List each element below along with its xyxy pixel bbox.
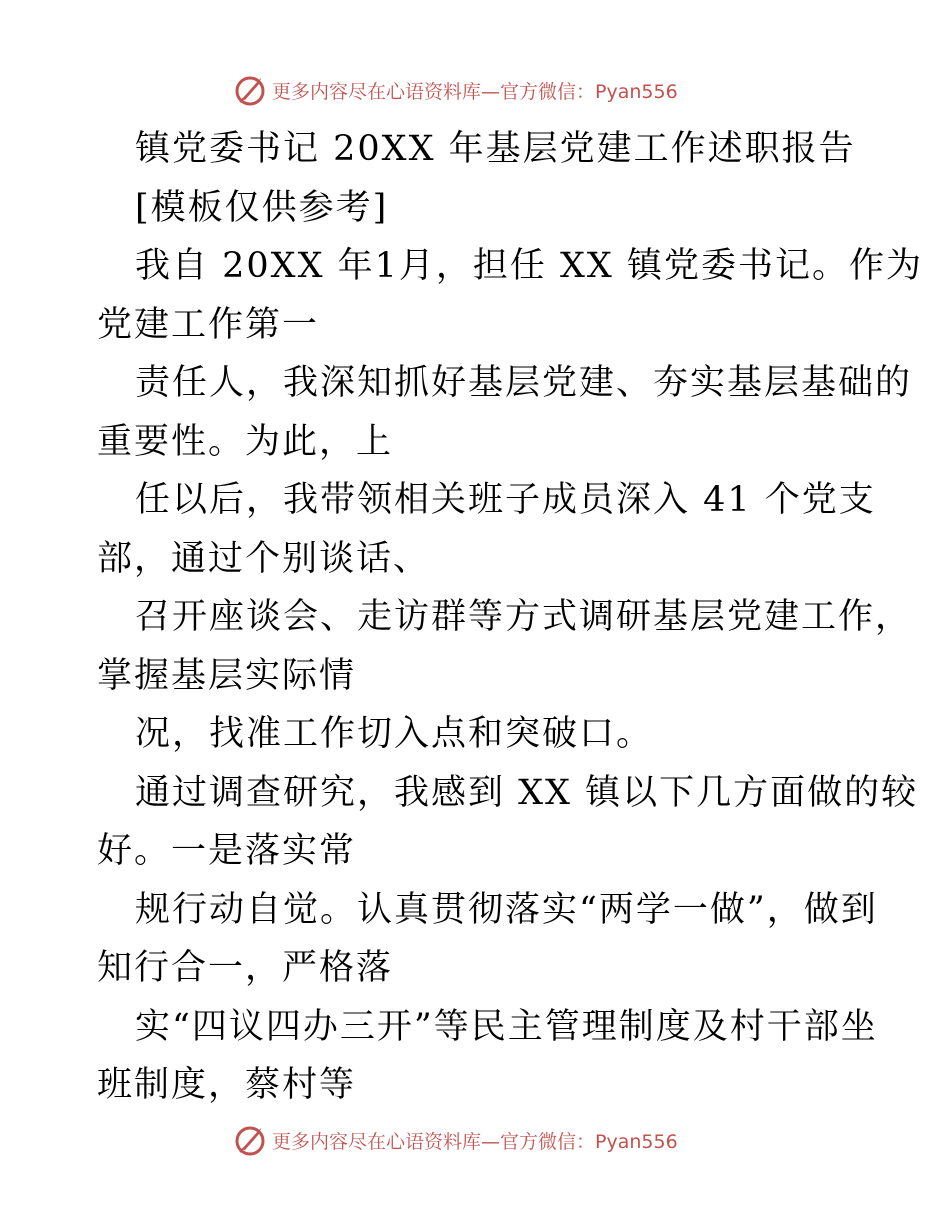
banner-text: 更多内容尽在心语资料库—官方微信：Pyan556: [272, 1130, 678, 1153]
banner-text: 更多内容尽在心语资料库—官方微信：Pyan556: [272, 80, 678, 103]
paragraph-line: 规行动自觉。认真贯彻落实“两学一做”，做到: [135, 889, 878, 930]
paragraph-line: 通过调查研究，我感到 XX 镇以下几方面做的较: [135, 772, 919, 813]
paragraph-line: 重要性。为此，上: [97, 421, 394, 462]
paragraph-line: 责任人，我深知抓好基层党建、夯实基层基础的: [135, 363, 913, 403]
header-banner: [232, 70, 678, 110]
paragraph-line: 部，通过个别谈话、: [97, 538, 431, 579]
quill-pen-logo-icon: [232, 1122, 268, 1158]
quill-pen-logo-icon: [232, 72, 268, 108]
document-body: [97, 120, 923, 1115]
paragraph-line: 况，找准工作切入点和突破口。: [135, 714, 654, 754]
paragraph-line: 实“四议四办三开”等民主管理制度及村干部坐: [135, 1006, 878, 1047]
paragraph-line: 我自 20XX 年1月，担任 XX 镇党委书记。作为: [135, 246, 923, 286]
document-subtitle: [模板仅供参考]: [135, 187, 389, 228]
paragraph-line: 知行合一，严格落: [97, 948, 394, 988]
paragraph-line: 掌握基层实际情: [97, 655, 357, 696]
paragraph-line: 召开座谈会、走访群等方式调研基层党建工作，: [135, 597, 913, 637]
paragraph-line: 好。一是落实常: [97, 831, 357, 871]
paragraph-line: 任以后，我带领相关班子成员深入 41 个党支: [135, 480, 876, 520]
footer-banner: [232, 1120, 678, 1160]
document-title: 镇党委书记 20XX 年基层党建工作述职报告: [135, 129, 856, 169]
paragraph-line: 党建工作第一: [97, 304, 320, 345]
paragraph-line: 班制度，蔡村等: [97, 1065, 357, 1105]
